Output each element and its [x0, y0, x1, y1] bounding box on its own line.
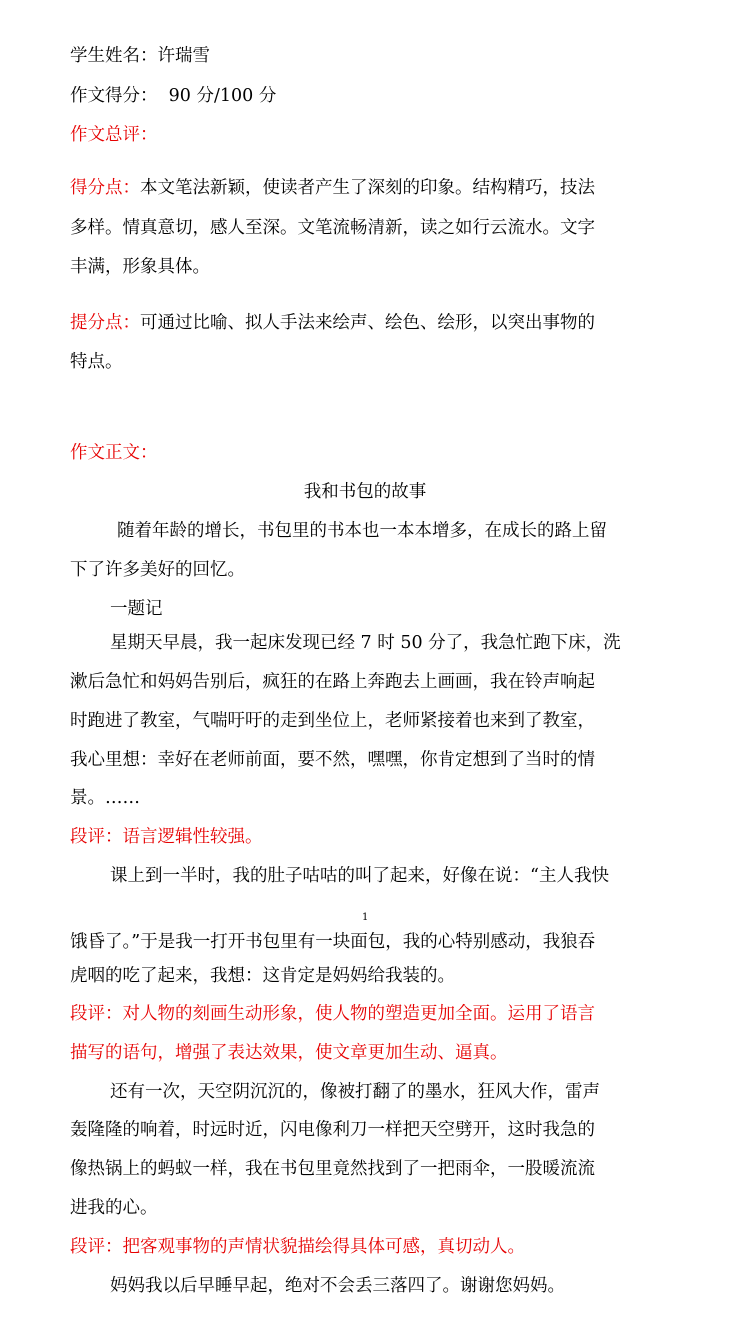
- paragraph-5: 妈妈我以后早睡早起，绝对不会丢三落四了。谢谢您妈妈。: [110, 1276, 565, 1296]
- intro-line-1: 随着年龄的增长，书包里的书本也一本本增多，在成长的路上留: [117, 521, 607, 541]
- paragraph-2-line-3: 时跑进了教室，气喘吁吁的走到坐位上，老师紧接着也来到了教室，: [70, 711, 595, 731]
- paragraph-4-line-4: 进我的心。: [70, 1198, 158, 1218]
- student-name-label: 学生姓名：: [70, 46, 158, 66]
- comment-2-line-1: 段评：对人物的刻画生动形象，使人物的塑造更加全面。运用了语言: [70, 1004, 595, 1024]
- good-points-line-3: 丰满，形象具体。: [70, 257, 210, 277]
- student-name-line: [70, 44, 210, 68]
- essay-title: 我和书包的故事: [303, 482, 427, 502]
- review-title: 作文总评：: [70, 125, 158, 145]
- comment-2-line-2: 描写的语句，增强了表达效果，使文章更加生动、逼真。: [70, 1043, 508, 1063]
- paragraph-2-line-1: 星期天早晨，我一起床发现已经 7 时 50 分了，我急忙跑下床，洗: [110, 633, 621, 653]
- essay-section-title: 作文正文：: [70, 443, 158, 463]
- score-value: 90 分/100 分: [168, 86, 277, 106]
- improve-points-text-1: 可通过比喻、拟人手法来绘声、绘色、绘形，以突出事物的: [140, 313, 595, 333]
- good-points-line-1: [70, 176, 595, 200]
- paragraph-3-line-3: 虎咽的吃了起来，我想：这肯定是妈妈给我装的。: [70, 966, 455, 986]
- score-line: [70, 84, 276, 108]
- good-points-line-2: 多样。情真意切，感人至深。文笔流畅清新，读之如行云流水。文字: [70, 218, 595, 238]
- student-name: 许瑞雪: [157, 46, 210, 66]
- improve-points-line-1: [70, 311, 595, 335]
- paragraph-4-line-1: 还有一次，天空阴沉沉的，像被打翻了的墨水，狂风大作，雷声: [110, 1082, 600, 1102]
- footnote-marker: 1: [362, 912, 369, 923]
- good-points-label: 得分点：: [70, 178, 140, 198]
- paragraph-2-line-5: 景。……: [70, 788, 140, 808]
- epigraph-attribution: 一题记: [110, 599, 163, 619]
- paragraph-3-line-1: 课上到一半时，我的肚子咕咕的叫了起来，好像在说：“主人我快: [110, 866, 609, 886]
- improve-points-label: 提分点：: [70, 313, 140, 333]
- good-points-text-1: 本文笔法新颖，使读者产生了深刻的印象。结构精巧，技法: [140, 178, 595, 198]
- intro-line-2: 下了许多美好的回忆。: [70, 560, 245, 580]
- paragraph-4-line-3: 像热锅上的蚂蚁一样，我在书包里竟然找到了一把雨伞，一股暖流流: [70, 1159, 595, 1179]
- score-label: 作文得分：: [70, 86, 158, 106]
- paragraph-2-line-4: 我心里想：幸好在老师前面，要不然，嘿嘿，你肯定想到了当时的情: [70, 750, 595, 770]
- paragraph-3-line-2: 饿昏了。”于是我一打开书包里有一块面包，我的心特别感动，我狼吞: [70, 932, 596, 952]
- comment-1: 段评：语言逻辑性较强。: [70, 827, 263, 847]
- paragraph-2-line-2: 漱后急忙和妈妈告别后，疯狂的在路上奔跑去上画画，我在铃声响起: [70, 672, 595, 692]
- improve-points-line-2: 特点。: [70, 352, 123, 372]
- comment-3: 段评：把客观事物的声情状貌描绘得具体可感，真切动人。: [70, 1237, 525, 1257]
- paragraph-4-line-2: 轰隆隆的响着，时远时近，闪电像利刀一样把天空劈开，这时我急的: [70, 1120, 595, 1140]
